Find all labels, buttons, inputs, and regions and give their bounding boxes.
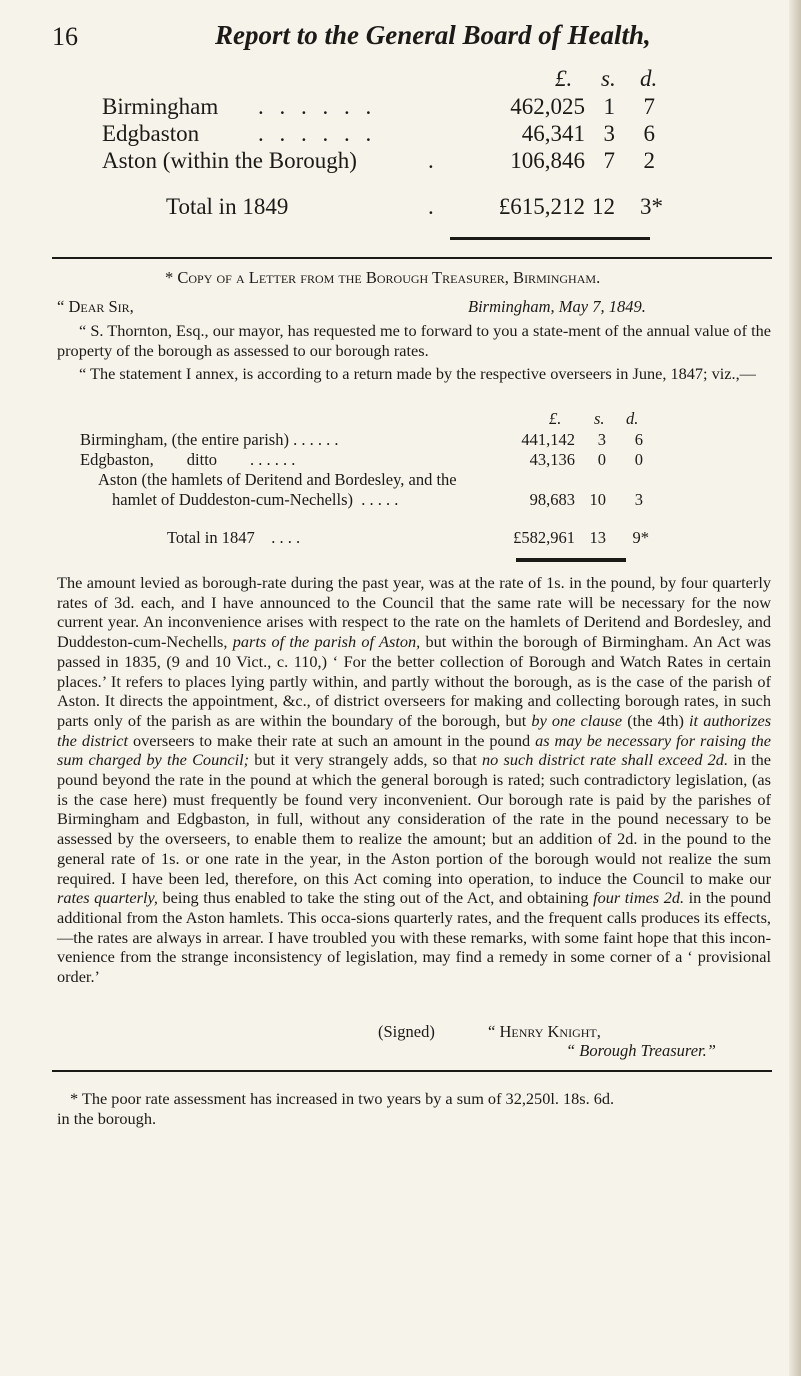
- body-paragraph: [57, 573, 771, 987]
- total-shillings: 13: [589, 528, 606, 547]
- signature-signed: (Signed): [378, 1022, 435, 1041]
- table-cell-pence: 2: [643, 148, 655, 173]
- table-cell-pounds: 46,341: [521, 121, 585, 146]
- col-head-pounds: £.: [555, 66, 573, 91]
- table-row-name-cont: hamlet of Duddeston-cum-Nechells) . . . . .: [112, 490, 399, 509]
- letter-heading: * Copy of a Letter from the Borough Treasurer, Birmingham.: [165, 268, 601, 287]
- table-cell-pence: 6: [643, 121, 655, 146]
- page-edge: [789, 0, 801, 1376]
- total-pounds: £615,212: [498, 194, 585, 219]
- signature-title: “ Borough Treasurer.”: [566, 1041, 716, 1060]
- table-row-name: Edgbaston, ditto . . . . . .: [80, 450, 296, 469]
- col-head-pence: d.: [640, 66, 658, 91]
- text-run: but it very strangely adds, so that: [254, 750, 477, 770]
- table-row-name: Birmingham, (the entire parish) . . . . . .: [80, 430, 339, 449]
- text-run-italic: by one clause: [531, 710, 623, 730]
- text-run: The amount levied as borough-rate during the past year, was at the rate of 1s. in the pound, by four quarterly rates of 3d. each, and I have announced to the Council that the same rate will be necessary for the now current year. An inconvenience arises with respect to the rate on the hamlets of Deritend and Bordesley, and Duddeston-cum-Nechells,: [57, 573, 771, 652]
- leader-dots: . . . . . .: [258, 121, 377, 146]
- section-divider: [52, 257, 772, 259]
- table-cell-pounds: 441,142: [521, 430, 575, 449]
- leader-dots: . . . . . .: [258, 94, 377, 119]
- total-label: Total in 1849: [166, 194, 289, 219]
- table-cell-shillings: 3: [597, 430, 606, 449]
- col-head-shillings: s.: [601, 66, 616, 91]
- table-cell-pounds: 462,025: [510, 94, 585, 119]
- table-cell-shillings: 1: [603, 94, 615, 119]
- table-cell-shillings: 7: [603, 148, 615, 173]
- text-run: in the pound beyond the rate in the pound at which the general borough is rated; such contradictory legislation, (as is the case here) must frequently be found very inconvenient. Our borough rate is paid by the parishes of Birmingham and Edgbaston, in full, without any consideration of the rate in the pound necessary to be assessed by the overseers, to enable them to realize the amount; but an addition of 2d. in the pound to the general rate of 1s. or one rate in the year, in the Aston portion of the borough would not realize the sum required. I have been led, therefore, on this Act coming into operation, to induce the Council to make our: [57, 750, 772, 888]
- total-shillings: 12: [592, 194, 615, 219]
- letter-place-date: Birmingham, May 7, 1849.: [468, 297, 646, 316]
- footnote-line: * The poor rate assessment has increased in two years by a sum of 32,250l. 18s. 6d.: [70, 1089, 615, 1108]
- text-run: in the pound additional from the Aston hamlets. This occa-sions quarterly rates, and the frequent calls produces its effects,—the rates are always in arrear. I have troubled you with these remarks, with some faint hope that this incon-venience from the strange inconsistency of legislation, may find a remedy in some corner of a ‘ provisional order.’: [57, 888, 772, 987]
- total-label: Total in 1847 . . . .: [167, 528, 301, 547]
- letter-paragraph-1: “ S. Thornton, Esq., our mayor, has requested me to forward to you a state-ment of the annual value of the property of the borough as assessed to our borough rates.: [57, 321, 771, 360]
- table-cell-pence: 6: [634, 430, 643, 449]
- text-run-italic: parts of the parish of Aston,: [232, 632, 421, 652]
- page-number: 16: [52, 22, 78, 51]
- letter-salutation: “ Dear Sir,: [57, 297, 134, 316]
- total-pence: 3*: [640, 194, 663, 219]
- table-cell-pounds: 106,846: [510, 148, 585, 173]
- table-cell-pounds: 43,136: [529, 450, 575, 469]
- table-cell-pence: 0: [634, 450, 643, 469]
- signature-name: “ Henry Knight,: [488, 1022, 601, 1041]
- table-cell-shillings: 0: [597, 450, 606, 469]
- col-head-pence: d.: [626, 409, 639, 428]
- leader-dots: .: [428, 194, 434, 219]
- table-cell-shillings: 3: [603, 121, 615, 146]
- text-run-italic: as may be necessary for raising the sum charged by the Council;: [57, 730, 771, 770]
- text-run-italic: four times 2d.: [593, 888, 685, 908]
- table-cell-shillings: 10: [589, 490, 606, 509]
- text-run-italic: it authorizes the district: [57, 710, 772, 750]
- table-row-name: Birmingham: [102, 94, 219, 119]
- table-row-name: Edgbaston: [102, 121, 200, 146]
- running-title: Report to the General Board of Health,: [215, 20, 651, 50]
- col-head-pounds: £.: [549, 409, 562, 428]
- text-run: but within the borough of Birmingham. An Act was passed in 1835, (9 and 10 Vict., c. 110,) ‘ For the better collection of Borough and Watch Rates in certain places.’ It refers to places lying partly within, and partly without the borough, as is the case of the parish of Aston. It directs the appointment, &c., of district overseers for making and collecting borough rates, in such parts only of the parish as are within the boundary of the borough, but: [57, 632, 771, 730]
- footnote-line: in the borough.: [57, 1109, 157, 1128]
- text-run: overseers to make their rate at such an amount in the pound: [132, 730, 531, 750]
- table-row-name: Aston (the hamlets of Deritend and Bordesley, and the: [98, 470, 457, 489]
- text-run-italic: rates quarterly,: [57, 888, 158, 908]
- table-cell-pence: 7: [643, 94, 655, 119]
- total-pence: 9*: [632, 528, 649, 547]
- total-pounds: £582,961: [513, 528, 575, 547]
- table-row-name: Aston (within the Borough): [102, 148, 357, 173]
- table-cell-pounds: 98,683: [529, 490, 575, 509]
- text-run-italic: no such district rate shall exceed 2d.: [482, 750, 729, 770]
- text-run: (the 4th): [627, 710, 684, 730]
- table-cell-pence: 3: [634, 490, 643, 509]
- leader-dots: .: [428, 148, 434, 173]
- text-run: being thus enabled to take the sting out of the Act, and obtaining: [162, 888, 589, 908]
- total-underline: [516, 558, 626, 562]
- letter-paragraph-2: “ The statement I annex, is according to a return made by the respective overseers in June, 1847; viz.,—: [79, 364, 756, 383]
- footnote-divider: [52, 1070, 772, 1072]
- total-underline: [450, 237, 650, 240]
- col-head-shillings: s.: [594, 409, 605, 428]
